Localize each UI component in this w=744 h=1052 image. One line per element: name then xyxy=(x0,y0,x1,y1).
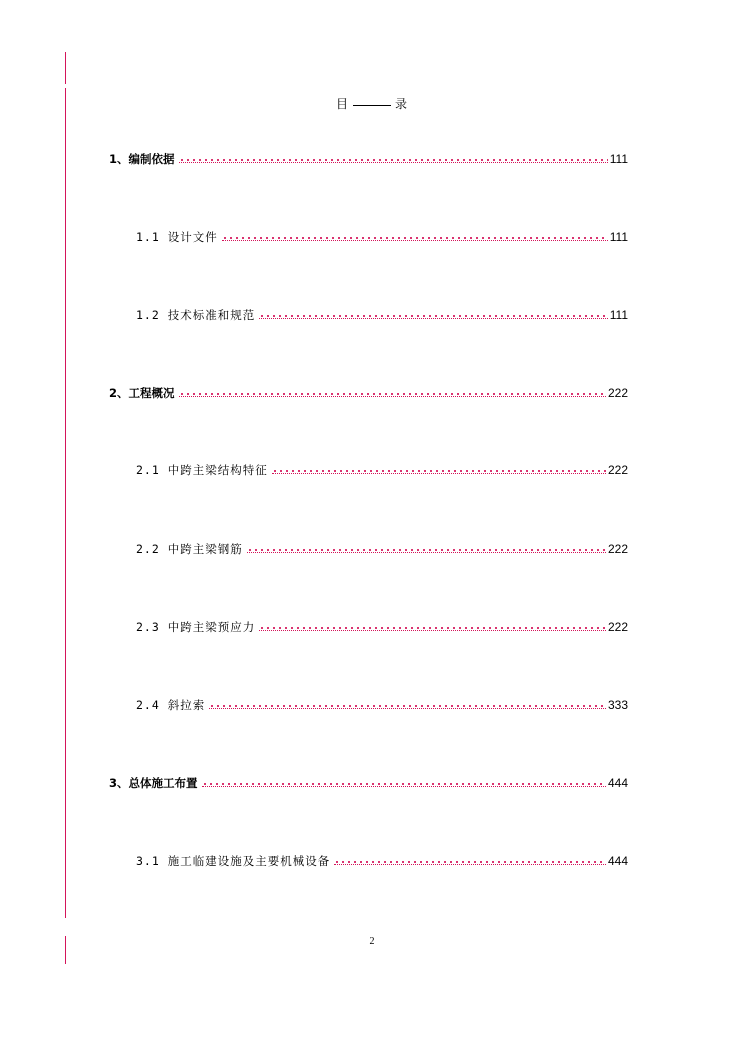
toc-entry-1-1[interactable] xyxy=(136,230,628,244)
toc-title-rule xyxy=(353,104,391,106)
toc-entry-label: 1.1 设计文件 xyxy=(136,230,218,244)
toc-title-right: 录 xyxy=(395,97,409,111)
toc-entry-3[interactable] xyxy=(109,776,628,790)
margin-line xyxy=(65,88,66,918)
toc-leader xyxy=(247,548,606,553)
toc-entry-page: 222 xyxy=(607,386,628,400)
toc-entry-2[interactable] xyxy=(109,386,628,400)
toc-entry-label: 2.3 中跨主梁预应力 xyxy=(136,620,256,634)
page-number: 2 xyxy=(369,936,375,947)
toc-entry-1[interactable] xyxy=(109,152,628,166)
margin-line-top xyxy=(65,52,66,84)
toc-entry-2-3[interactable] xyxy=(136,620,628,634)
toc-entry-label: 1.2 技术标准和规范 xyxy=(136,308,256,322)
toc-entry-label: 2.1 中跨主梁结构特征 xyxy=(136,463,268,477)
toc-entry-page: 111 xyxy=(609,152,628,166)
toc-entry-2-1[interactable] xyxy=(136,463,628,477)
toc-title-left: 目 xyxy=(335,97,349,111)
toc-entry-1-2[interactable] xyxy=(136,308,628,322)
toc-leader xyxy=(222,236,608,241)
toc-entry-page: 444 xyxy=(607,776,628,790)
toc-entry-label: 1、编制依据 xyxy=(109,152,175,166)
toc-leader xyxy=(179,392,606,397)
toc-leader xyxy=(272,469,606,474)
toc-entry-page: 222 xyxy=(607,620,628,634)
toc-entry-label: 2、工程概况 xyxy=(109,386,175,400)
toc-leader xyxy=(209,704,606,709)
toc-entry-2-4[interactable] xyxy=(136,698,628,712)
toc-leader xyxy=(202,782,606,787)
toc-leader xyxy=(259,626,606,631)
toc-entry-label: 3、总体施工布置 xyxy=(109,776,198,790)
toc-entry-label: 2.4 斜拉索 xyxy=(136,698,206,712)
toc-leader xyxy=(334,860,606,865)
toc-entry-page: 333 xyxy=(607,698,628,712)
toc-leader xyxy=(179,158,608,163)
toc-entry-page: 222 xyxy=(607,542,628,556)
toc-entry-page: 444 xyxy=(607,854,628,868)
toc-entry-label: 3.1 施工临建设施及主要机械设备 xyxy=(136,854,331,868)
toc-entry-page: 111 xyxy=(609,308,628,322)
toc-entry-page: 222 xyxy=(607,463,628,477)
toc-entry-label: 2.2 中跨主梁钢筋 xyxy=(136,542,243,556)
toc-entry-page: 111 xyxy=(609,230,628,244)
toc-title xyxy=(0,95,744,112)
toc-entry-2-2[interactable] xyxy=(136,542,628,556)
toc-leader xyxy=(259,314,608,319)
toc-entry-3-1[interactable] xyxy=(136,854,628,868)
